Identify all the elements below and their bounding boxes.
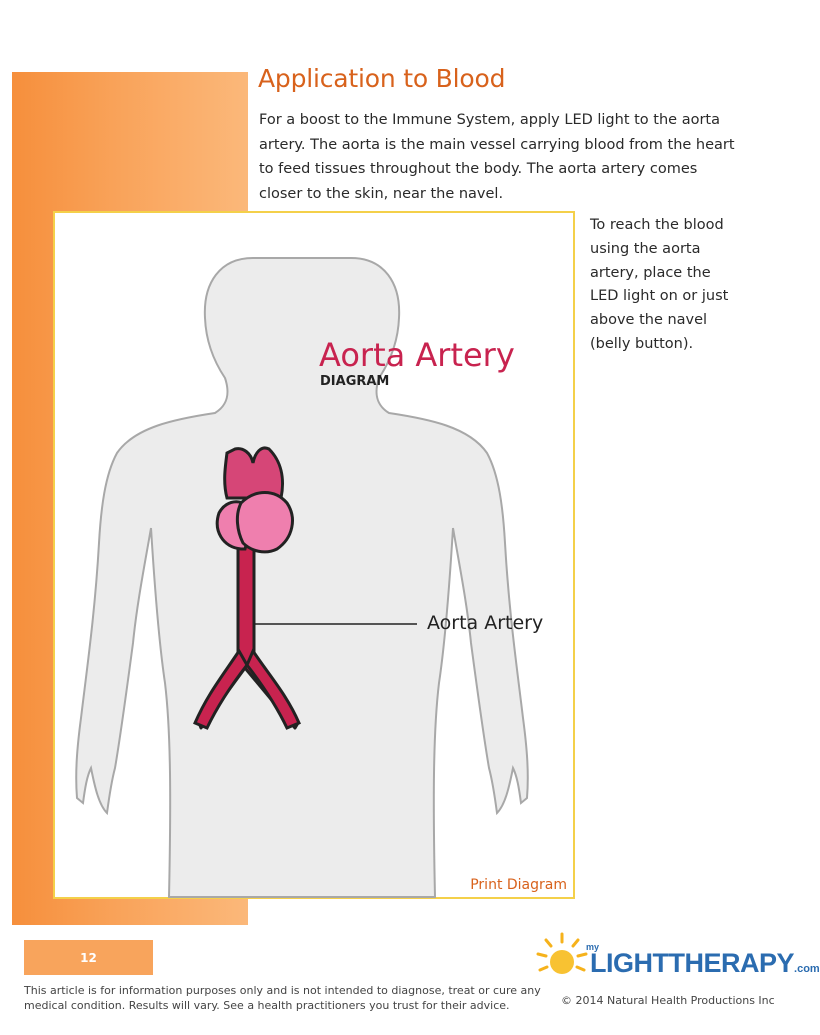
aorta-diagram: [55, 213, 573, 897]
heart-right: [237, 493, 292, 552]
logo-suffix: .com: [794, 963, 820, 975]
logo-wordmark: [590, 948, 820, 979]
callout-label: Aorta Artery: [427, 612, 544, 634]
page-number-tab: [24, 940, 153, 975]
disclaimer-text: This article is for information purposes only and is not intended to diagnose, treat or cure any medical condition. Results will vary. See a health practitioners you trust for their advice.: [24, 984, 541, 1012]
logo-main: LIGHTTHERAPY: [590, 948, 795, 978]
side-note-paragraph: To reach the blood using the aorta artery, place the LED light on or just above the navel (belly button).: [590, 217, 729, 352]
sun-icon: [534, 928, 594, 992]
intro-paragraph: For a boost to the Immune System, apply LED light to the aorta artery. The aorta is the main vessel carrying blood from the heart to feed tissues throughout the body. The aorta artery comes closer to the skin, near the navel.: [259, 112, 735, 202]
copyright-text: © 2014 Natural Health Productions Inc: [561, 994, 775, 1007]
page-number: 12: [80, 950, 97, 965]
diagram-title: Aorta Artery: [319, 336, 515, 374]
page-title: Application to Blood: [258, 64, 506, 93]
aorta-diagram-frame: [53, 211, 575, 899]
mylighttherapy-logo[interactable]: [534, 928, 820, 992]
diagram-subtitle: DIAGRAM: [320, 374, 390, 389]
logo-my: my: [586, 942, 600, 952]
print-diagram-link[interactable]: Print Diagram: [470, 877, 567, 893]
